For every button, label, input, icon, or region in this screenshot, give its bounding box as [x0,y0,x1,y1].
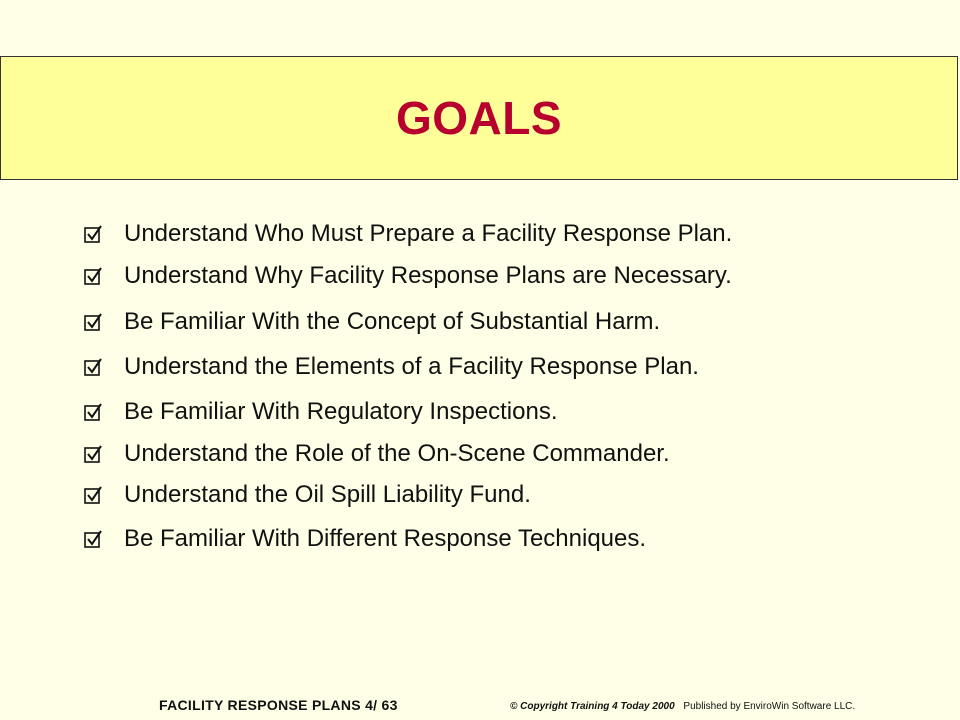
checked-box-icon [84,267,102,285]
checked-box-icon [84,358,102,376]
footer-credits [510,701,855,712]
checked-box-icon [84,486,102,504]
checked-box-icon [84,530,102,548]
goal-text: Understand Who Must Prepare a Facility Response Plan. [124,220,733,247]
footer-course-page: FACILITY RESPONSE PLANS 4/ 63 [159,697,398,713]
slide-title: GOALS [395,92,563,144]
goal-text: Understand the Role of the On-Scene Commander. [124,440,670,467]
checked-box-icon [84,225,102,243]
goal-text: Be Familiar With the Concept of Substantial Harm. [124,308,661,335]
goal-item [84,481,531,509]
title-banner [0,56,958,180]
goal-text: Be Familiar With Regulatory Inspections. [124,398,558,425]
goal-item [84,525,646,553]
checked-box-icon [84,313,102,331]
goal-item [84,220,732,248]
goal-text: Be Familiar With Different Response Techniques. [124,525,647,552]
goal-text: Understand the Elements of a Facility Response Plan. [124,353,699,380]
goal-text: Understand Why Facility Response Plans are Necessary. [124,262,732,289]
checked-box-icon [84,403,102,421]
checked-box-icon [84,445,102,463]
goal-text: Understand the Oil Spill Liability Fund. [124,481,531,508]
goal-item [84,262,732,290]
goal-item [84,353,699,381]
footer-copyright: © Copyright Training 4 Today 2000 [510,701,675,712]
goal-item [84,308,660,336]
goal-item [84,398,558,426]
footer-publisher: Published by EnviroWin Software LLC. [683,701,856,712]
goal-item [84,440,670,468]
